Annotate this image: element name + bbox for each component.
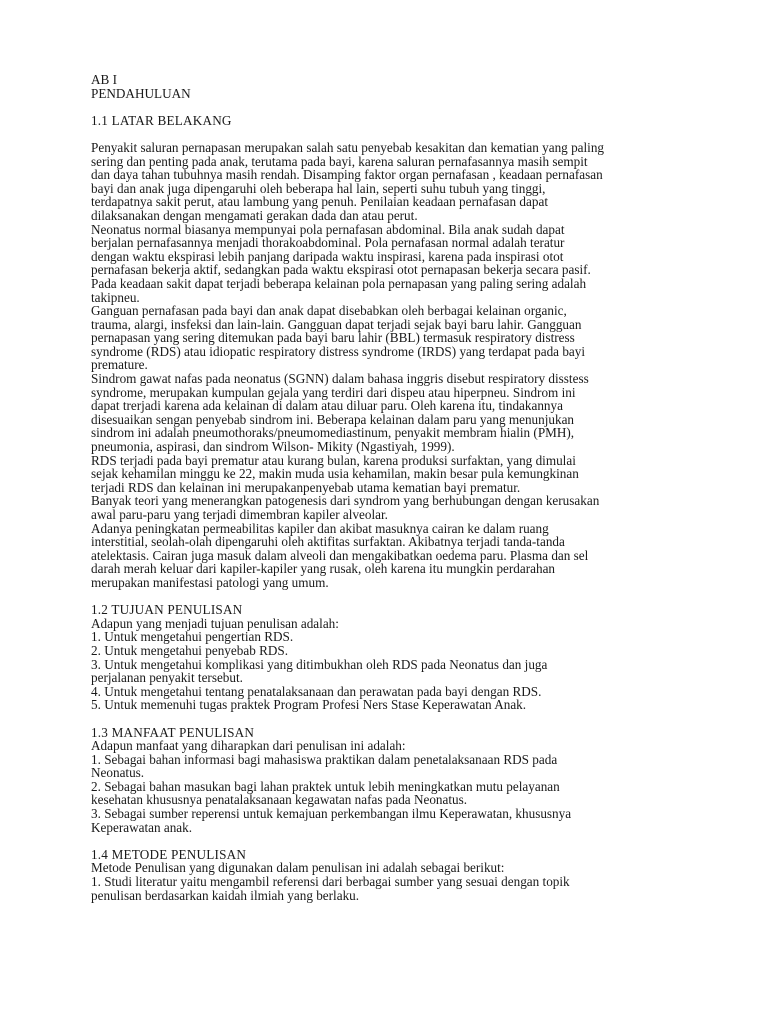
text-line: sindrom ini adalah pneumothoraks/pneumomediastinum, penyakit membram hialin (PMH), — [91, 425, 575, 441]
text-line: Sindrom gawat nafas pada neonatus (SGNN) dalam bahasa inggris disebut respiratory disstess — [91, 371, 589, 387]
text-line: RDS terjadi pada bayi prematur atau kurang bulan, karena produksi surfaktan, yang dimulai — [91, 452, 576, 468]
text-line: 1. Studi literatur yaitu mengambil referensi dari berbagai sumber yang sesuai dengan topik — [91, 874, 570, 890]
text-line: Adanya peningkatan permeabilitas kapiler dan akibat masuknya cairan ke dalam ruang — [91, 520, 549, 536]
spacer — [91, 712, 691, 726]
text-line: berjalan pernafasannya menjadi thorakoabdominal. Pola pernafasan normal adalah teratur — [91, 235, 565, 251]
section-heading-latar-belakang: 1.1 LATAR BELAKANG — [91, 112, 232, 128]
text-line: bayi dan anak juga dipengaruhi oleh beberapa hal lain, seperti suhu tubuh yang tinggi, — [91, 180, 546, 196]
spacer — [91, 834, 691, 848]
text-line: Adapun manfaat yang diharapkan dari penulisan ini adalah: — [91, 738, 406, 754]
section-body-latar-belakang — [91, 141, 691, 590]
text-line: Neonatus normal biasanya mempunyai pola pernafasan abdominal. Bila anak sudah dapat — [91, 221, 565, 237]
text-line: pneumonia, aspirasi, dan sindrom Wilson- Mikity (Ngastiyah, 1999). — [91, 439, 455, 455]
text-line: 2. Sebagai bahan masukan bagi lahan praktek untuk lebih meningkatkan mutu pelayanan — [91, 778, 560, 794]
text-line: Adapun yang menjadi tujuan penulisan adalah: — [91, 615, 339, 631]
chapter-label: AB I — [91, 72, 118, 87]
text-line: 1. Untuk mengetahui pengertian RDS. — [91, 629, 294, 645]
text-line: sering dan penting pada anak, terutama pada bayi, karena saluran pernafasannya masih sempit — [91, 153, 588, 169]
text-line: awal paru-paru yang terjadi dimembran kapiler alveolar. — [91, 507, 388, 522]
text-line: darah merah keluar dari kapiler-kapiler yang rusak, oleh karena itu mungkin perdarahan — [91, 561, 556, 577]
text-line: 1. Sebagai bahan informasi bagi mahasiswa praktikan dalam penetalaksanaan RDS pada — [91, 751, 558, 767]
text-line: Penyakit saluran pernapasan merupakan salah satu penyebab kesakitan dan kematian yang paling — [91, 139, 605, 155]
section-heading-metode-penulisan: 1.4 METODE PENULISAN — [91, 846, 247, 862]
text-line: 5. Untuk memenuhi tugas praktek Program Profesi Ners Stase Keperawatan Anak. — [91, 697, 527, 713]
text-line: dapat trerjadi karena ada kelainan di dalam atau diluar paru. Oleh karena itu, tindakannya — [91, 398, 563, 414]
text-line: penulisan berdasarkan kaidah ilmiah yang berlaku. — [91, 887, 360, 903]
text-line: atelektasis. Cairan juga masuk dalam alveoli dan mengakibatkan oedema paru. Plasma dan sel — [91, 547, 589, 563]
text-line: 2. Untuk mengetahui penyebab RDS. — [91, 642, 289, 658]
text-line: syndrome, merupakan kumpulan gejala yang terdiri dari dispeu atau hiperpneu. Sindrom ini — [91, 384, 576, 400]
text-line: Metode Penulisan yang digunakan dalam penulisan ini adalah sebagai berikut: — [91, 860, 505, 876]
document-body — [91, 73, 691, 902]
section-body-tujuan-penulisan — [91, 617, 691, 712]
text-line: Neonatus. — [91, 765, 145, 781]
spacer — [91, 100, 691, 114]
text-line: kesehatan khususnya penatalaksanaan kegawatan nafas pada Neonatus. — [91, 792, 468, 808]
text-line: takipneu. — [91, 289, 140, 305]
text-line: terdapatnya sakit perut, atau lambung yang penuh. Penilaian keadaan pernafasan dapat — [91, 194, 548, 210]
text-line: Pada keadaan sakit dapat terjadi beberapa kelainan pola pernapasan yang paling sering adalah — [91, 275, 587, 291]
text-line: Banyak teori yang menerangkan patogenesis dari syndrom yang berhubungan dengan kerusakan — [91, 493, 600, 509]
text-line: pernafasan bekerja aktif, sedangkan pada waktu ekspirasi otot pernapasan bekerja secara pasif. — [91, 262, 591, 278]
spacer — [91, 127, 691, 141]
text-line: syndrome (RDS) atau idiopatic respiratory distress syndrome (IRDS) yang terdapat pada bayi — [91, 343, 586, 359]
text-line: perjalanan penyakit tersebut. — [91, 670, 243, 686]
text-line: disesuaikan sengan penyebab sindrom ini. Beberapa kelainan dalam paru yang menunjukan — [91, 411, 575, 427]
text-line: Keperawatan anak. — [91, 819, 193, 835]
text-line: premature. — [91, 357, 148, 373]
section-body-metode-penulisan — [91, 861, 691, 902]
text-line: dan daya tahan tubuhnya masih rendah. Disamping faktor organ pernafasan , keadaan pernafasan — [91, 167, 603, 183]
text-line: dilaksanakan dengan mengamati gerakan dada dan atau perut. — [91, 207, 418, 223]
text-line: merupakan manifestasi patologi yang umum. — [91, 574, 329, 590]
text-line: sejak kehamilan minggu ke 22, makin muda usia kehamilan, makin besar pula kemungkinan — [91, 466, 579, 482]
section-heading-manfaat-penulisan: 1.3 MANFAAT PENULISAN — [91, 724, 255, 740]
text-line: interstitial, seolah-olah dipengaruhi oleh aktifitas surfaktan. Akibatnya terjadi tanda-tanda — [91, 534, 565, 550]
text-line: 3. Sebagai sumber reperensi untuk kemajuan perkembangan ilmu Keperawatan, khususnya — [91, 806, 572, 822]
section-heading-tujuan-penulisan: 1.2 TUJUAN PENULISAN — [91, 602, 243, 618]
text-line: 3. Untuk mengetahui komplikasi yang ditimbukhan oleh RDS pada Neonatus dan juga — [91, 656, 548, 672]
section-body-manfaat-penulisan — [91, 739, 691, 834]
text-line: terjadi RDS dan kelainan ini merupakanpenyebab utama kematian bayi prematur. — [91, 479, 521, 495]
text-line: Ganguan pernafasan pada bayi dan anak dapat disebabkan oleh berbagai kelainan organic, — [91, 303, 567, 319]
chapter-title: PENDAHULUAN — [91, 85, 191, 101]
text-line: pernapasan yang sering ditemukan pada bayi baru lahir (BBL) termasuk respiratory distress — [91, 330, 575, 346]
text-line: trauma, alargi, insfeksi dan lain-lain. Gangguan dapat terjadi sejak bayi baru lahir. Gangguan — [91, 316, 582, 332]
text-line: dengan waktu ekspirasi lebih panjang daripada waktu inspirasi, karena pada inspirasi otot — [91, 248, 564, 264]
spacer — [91, 590, 691, 604]
text-line: 4. Untuk mengetahui tentang penatalaksanaan dan perawatan pada bayi dengan RDS. — [91, 683, 542, 699]
